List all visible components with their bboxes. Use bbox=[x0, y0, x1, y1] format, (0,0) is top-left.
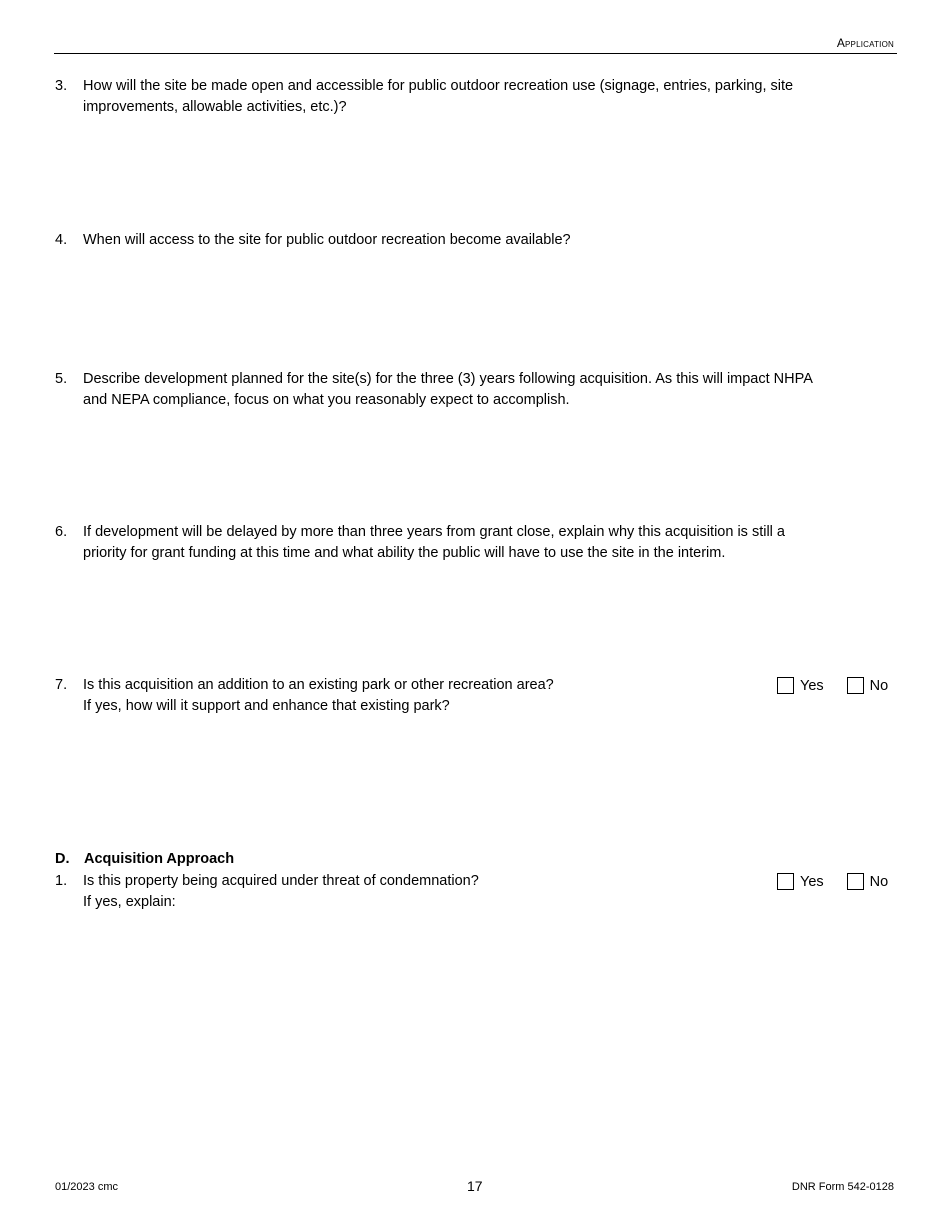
question-7 bbox=[55, 675, 885, 717]
question-d1-yes-no bbox=[777, 873, 911, 890]
question-6 bbox=[55, 522, 885, 564]
section-d-heading bbox=[55, 851, 234, 867]
yes-label: Yes bbox=[800, 873, 824, 890]
question-number: 6. bbox=[55, 524, 68, 540]
no-checkbox[interactable] bbox=[847, 873, 864, 890]
footer-date: 01/2023 cmc bbox=[55, 1181, 118, 1193]
question-number: 5. bbox=[55, 371, 68, 387]
section-title: Acquisition Approach bbox=[84, 851, 235, 867]
yes-checkbox[interactable] bbox=[777, 873, 794, 890]
question-5 bbox=[55, 369, 885, 411]
question-text: If yes, how will it support and enhance that existing park? bbox=[83, 698, 450, 714]
question-text: improvements, allowable activities, etc.)? bbox=[83, 99, 347, 115]
question-text: Is this property being acquired under threat of condemnation? bbox=[83, 873, 479, 889]
yes-checkbox[interactable] bbox=[777, 677, 794, 694]
question-text: priority for grant funding at this time and what ability the public will have to use the site in the interim. bbox=[83, 545, 726, 561]
question-number: 3. bbox=[55, 78, 68, 94]
no-checkbox[interactable] bbox=[847, 677, 864, 694]
question-number: 4. bbox=[55, 232, 68, 248]
no-label: No bbox=[869, 873, 889, 890]
question-3 bbox=[55, 76, 885, 118]
question-text: When will access to the site for public outdoor recreation become available? bbox=[83, 232, 571, 248]
header-section: Application bbox=[836, 36, 894, 50]
question-text: Describe development planned for the site(s) for the three (3) years following acquisition. As this will impact NHPA bbox=[83, 371, 813, 387]
question-text: How will the site be made open and accessible for public outdoor recreation use (signage, entries, parking, site bbox=[83, 78, 794, 94]
question-text: If yes, explain: bbox=[83, 894, 176, 910]
footer-form-number: DNR Form 542-0128 bbox=[791, 1181, 894, 1193]
question-4 bbox=[55, 230, 885, 251]
question-d1 bbox=[55, 871, 885, 913]
question-number: 1. bbox=[55, 873, 68, 889]
section-letter: D. bbox=[55, 851, 70, 867]
question-number: 7. bbox=[55, 677, 68, 693]
page-number: 17 bbox=[467, 1178, 483, 1194]
no-label: No bbox=[869, 677, 889, 694]
question-text: and NEPA compliance, focus on what you reasonably expect to accomplish. bbox=[83, 392, 570, 408]
question-text: If development will be delayed by more than three years from grant close, explain why this acquisition is still a bbox=[83, 524, 785, 540]
question-7-yes-no bbox=[777, 677, 911, 694]
page-header bbox=[54, 36, 897, 54]
question-text: Is this acquisition an addition to an existing park or other recreation area? bbox=[83, 677, 554, 693]
yes-label: Yes bbox=[800, 677, 824, 694]
